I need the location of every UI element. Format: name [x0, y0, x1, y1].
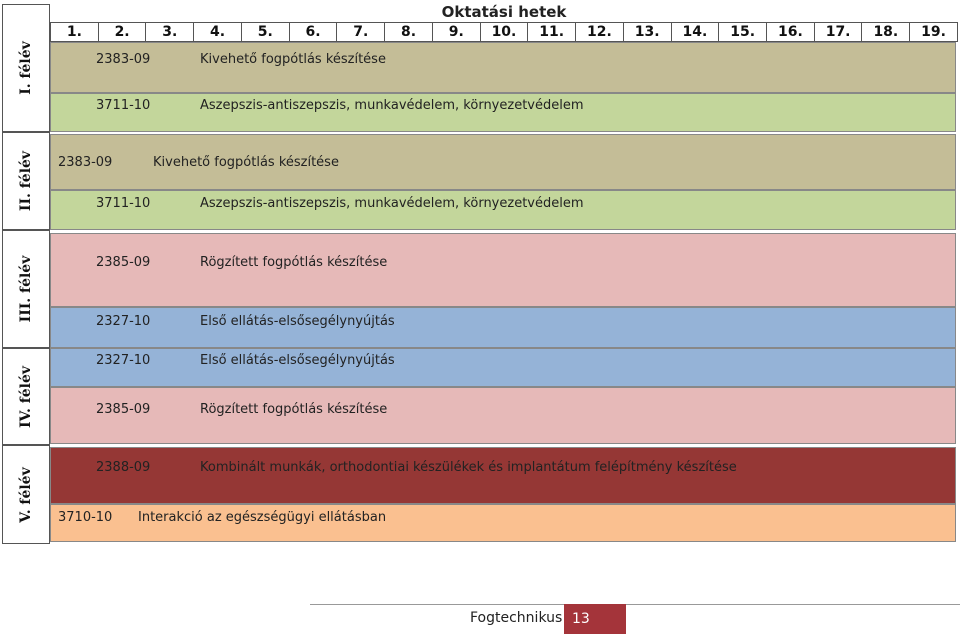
- week-cell: 14.: [672, 23, 720, 41]
- week-cell: 3.: [146, 23, 194, 41]
- footer-divider: [310, 604, 960, 605]
- schedule-bar: [50, 42, 956, 93]
- module-name: Rögzített fogpótlás készítése: [200, 255, 388, 270]
- week-cell: 6.: [290, 23, 338, 41]
- module-code: 3710-10: [58, 510, 113, 525]
- semester-label-text: III. félév: [18, 255, 34, 323]
- week-header-row: [50, 22, 958, 42]
- schedule-bar: [50, 233, 956, 307]
- module-name: Kivehető fogpótlás készítése: [200, 52, 386, 67]
- schedule-bar: [50, 307, 956, 348]
- week-cell: 5.: [242, 23, 290, 41]
- header-title: Oktatási hetek: [441, 3, 567, 21]
- week-cell: 2.: [99, 23, 147, 41]
- module-name: Aszepszis-antiszepszis, munkavédelem, környezetvédelem: [200, 196, 584, 211]
- week-cell: 19.: [921, 24, 946, 40]
- module-name: Kombinált munkák, orthodontiai készülékek és implantátum felépítmény készítése: [200, 460, 737, 475]
- module-code: 2327-10: [96, 353, 151, 368]
- semester-label-4: [2, 348, 50, 445]
- semester-label-1: [2, 4, 50, 132]
- module-code: 2388-09: [96, 460, 151, 475]
- schedule-bar: [50, 348, 956, 387]
- week-cell: 4.: [194, 23, 242, 41]
- week-cell: 15.: [719, 23, 767, 41]
- semester-label-2: [2, 132, 50, 230]
- module-code: 3711-10: [96, 196, 151, 211]
- footer-title: Fogtechnikus: [470, 610, 563, 626]
- week-cell: 7.: [337, 23, 385, 41]
- semester-label-3: [2, 230, 50, 348]
- schedule-bar: [50, 447, 956, 504]
- module-code: 2385-09: [96, 255, 151, 270]
- week-cell: 9.: [433, 23, 481, 41]
- module-code: 2383-09: [58, 155, 113, 170]
- module-name: Interakció az egészségügyi ellátásban: [138, 510, 387, 525]
- module-code: 2385-09: [96, 402, 151, 417]
- module-name: Rögzített fogpótlás készítése: [200, 402, 388, 417]
- week-cell: 13.: [624, 23, 672, 41]
- module-name: Kivehető fogpótlás készítése: [153, 155, 339, 170]
- week-cell: 17.: [815, 23, 863, 41]
- semester-label-5: [2, 445, 50, 544]
- module-code: 2327-10: [96, 314, 151, 329]
- week-cell: 12.: [576, 23, 624, 41]
- semester-label-text: II. félév: [18, 150, 34, 212]
- week-cell: 8.: [385, 23, 433, 41]
- module-code: 2383-09: [96, 52, 151, 67]
- week-cell: 11.: [528, 23, 576, 41]
- semester-label-text: IV. félév: [18, 365, 34, 428]
- module-name: Első ellátás-elsősegélynyújtás: [200, 314, 395, 329]
- module-code: 3711-10: [96, 98, 151, 113]
- page-number: 13: [564, 604, 626, 634]
- week-cell: 1.: [51, 23, 99, 41]
- week-cell: 16.: [767, 23, 815, 41]
- schedule-bar: [50, 387, 956, 444]
- semester-label-text: V. félév: [18, 466, 34, 523]
- week-cell: 10.: [481, 23, 529, 41]
- semester-label-text: I. félév: [18, 41, 34, 95]
- module-name: Első ellátás-elsősegélynyújtás: [200, 353, 395, 368]
- week-cell: 18.: [862, 23, 910, 41]
- module-name: Aszepszis-antiszepszis, munkavédelem, környezetvédelem: [200, 98, 584, 113]
